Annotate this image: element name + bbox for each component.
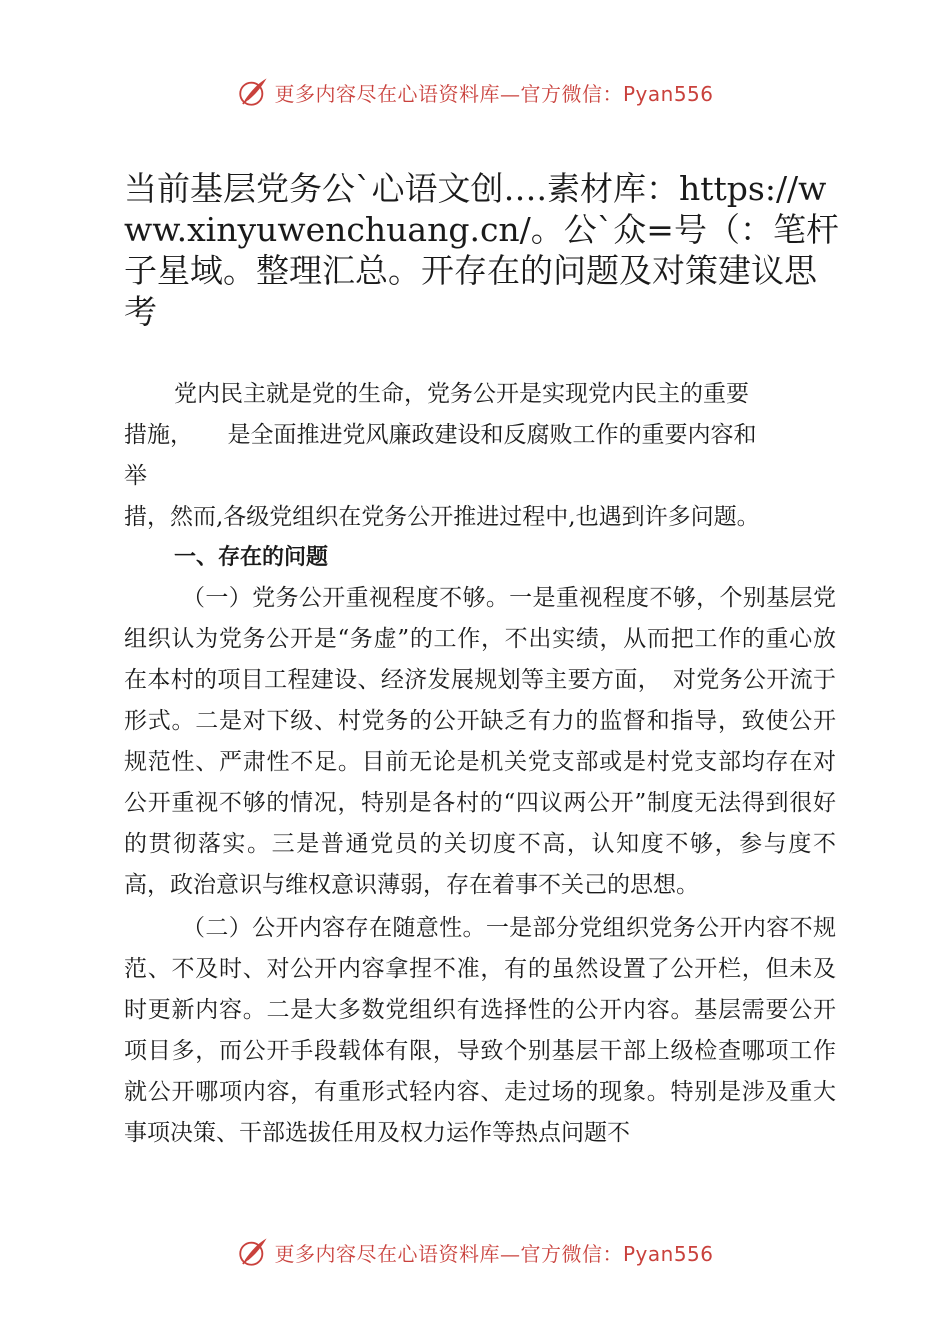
quill-seal-icon (236, 75, 270, 109)
intro-line-2: 措施， 是全面推进党风廉政建设和反腐败工作的重要内容和 (124, 422, 757, 448)
watermark-wechat-id: Pyan556 (622, 1241, 714, 1266)
intro-line-1: 党内民主就是党的生命，党务公开是实现党内民主的重要 (174, 381, 749, 407)
document-title: 当前基层党务公`心语文创….素材库：https://www.xinyuwenchuang.cn/。公`众=号（：笔杆子星域。整理汇总。开存在的问题及对策建议思考 (124, 169, 839, 331)
paragraph-1: （一）党务公开重视程度不够。一是重视程度不够，个别基层党组织认为党务公开是“务虚”的工作，不出实绩，从而把工作的重心放在本村的项目工程建设、经济发展规划等主要方面， 对党务公开流于形式。二是对下级、村党务的公开缺乏有力的监督和指导，致使公开规范性、严肃性不足。目前无论是机关党支部或是村党支部均存在对公开重视不够的情况，特别是各村的“四议两公开”制度无法得到很好的贯彻落实。三是普通党员的关切度不高，认知度不够，参与度不高，政治意识与维权意识薄弱，存在着事不关己的思想。 (124, 585, 836, 898)
watermark-text: 更多内容尽在心语资料库—官方微信：Pyan556 (274, 81, 714, 106)
section-heading-problems: 一、存在的问题 (174, 545, 329, 570)
intro-line-4: 措，然而,各级党组织在党务公开推进过程中,也遇到许多问题。 (124, 504, 760, 530)
footer-watermark (0, 1232, 950, 1272)
watermark-text: 更多内容尽在心语资料库—官方微信：Pyan556 (274, 1241, 714, 1266)
watermark-wechat-id: Pyan556 (622, 81, 714, 106)
intro-line-3: 举 (124, 463, 147, 489)
header-watermark (0, 72, 950, 112)
quill-seal-icon (236, 1235, 270, 1269)
document-body (124, 374, 836, 1154)
paragraph-2: （二）公开内容存在随意性。一是部分党组织党务公开内容不规范、不及时、对公开内容拿捏不准，有的虽然设置了公开栏，但未及时更新内容。二是大多数党组织有选择性的公开内容。基层需要公开项目多，而公开手段载体有限，导致个别基层干部上级检查哪项工作就公开哪项内容，有重形式轻内容、走过场的现象。特别是涉及重大事项决策、干部选拔任用及权力运作等热点问题不 (124, 915, 836, 1146)
